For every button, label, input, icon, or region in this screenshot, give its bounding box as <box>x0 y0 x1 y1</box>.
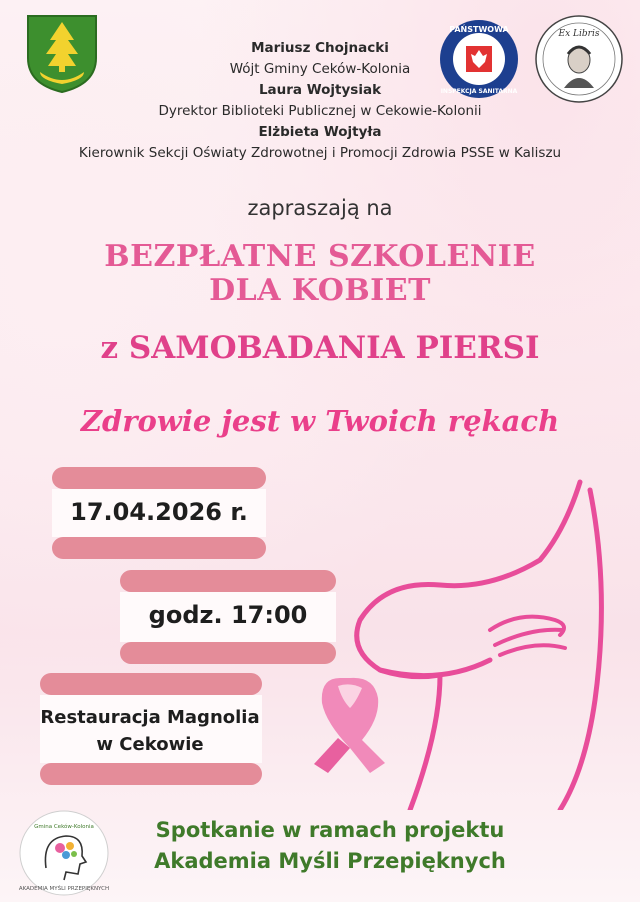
academy-logo <box>16 808 112 898</box>
academy-top-text: Gmina Ceków-Kolonia <box>34 824 94 830</box>
event-place <box>30 704 270 758</box>
sanepid-top-text: PAŃSTWOWA <box>449 25 509 34</box>
event-subtitle: z SAMOBADANIA PIERSI <box>100 330 540 366</box>
place-pill-bottom <box>40 763 262 785</box>
event-place-line-1: Restauracja Magnolia <box>40 707 260 728</box>
organizer-2-role: Dyrektor Biblioteki Publicznej w Cekowie-Kolonii <box>158 103 482 119</box>
footer-line-1: Spotkanie w ramach projektu <box>155 818 505 842</box>
slogan: Zdrowie jest w Twoich rękach <box>80 404 560 438</box>
event-place-line-2: w Cekowie <box>96 734 204 755</box>
event-time: godz. 17:00 <box>148 601 308 629</box>
date-pill-bottom <box>52 537 266 559</box>
place-pill-top <box>40 673 262 695</box>
date-pill-top <box>52 467 266 489</box>
event-date: 17.04.2026 r. <box>70 498 248 526</box>
organizer-3-role: Kierownik Sekcji Oświaty Zdrowotnej i Promocji Zdrowia PSSE w Kaliszu <box>78 145 562 161</box>
event-title-line-2: DLA KOBIET <box>209 273 431 308</box>
organizer-1-name: Mariusz Chojnacki <box>251 40 389 56</box>
organizer-2-name: Laura Wojtysiak <box>258 82 382 98</box>
event-title-line-1: BEZPŁATNE SZKOLENIE <box>104 239 536 274</box>
organizer-3-name: Elżbieta Wojtyła <box>258 124 382 140</box>
footer-line-2: Akademia Myśli Przepięknych <box>154 849 506 873</box>
library-text: Ex Libris <box>558 29 600 39</box>
organizer-1-role: Wójt Gminy Ceków-Kolonia <box>229 61 411 77</box>
organizers-header <box>0 38 640 164</box>
time-pill-bottom <box>120 642 336 664</box>
sanepid-bottom-text: INSPEKCJA SANITARNA <box>440 88 518 95</box>
academy-ring-text: AKADEMIA MYŚLI PRZEPIĘKNYCH <box>18 886 110 892</box>
pink-ribbon-icon <box>300 668 410 778</box>
invite-text: zapraszają na <box>247 196 393 220</box>
time-pill-top <box>120 570 336 592</box>
footer-project <box>130 815 530 877</box>
event-title <box>0 240 640 308</box>
